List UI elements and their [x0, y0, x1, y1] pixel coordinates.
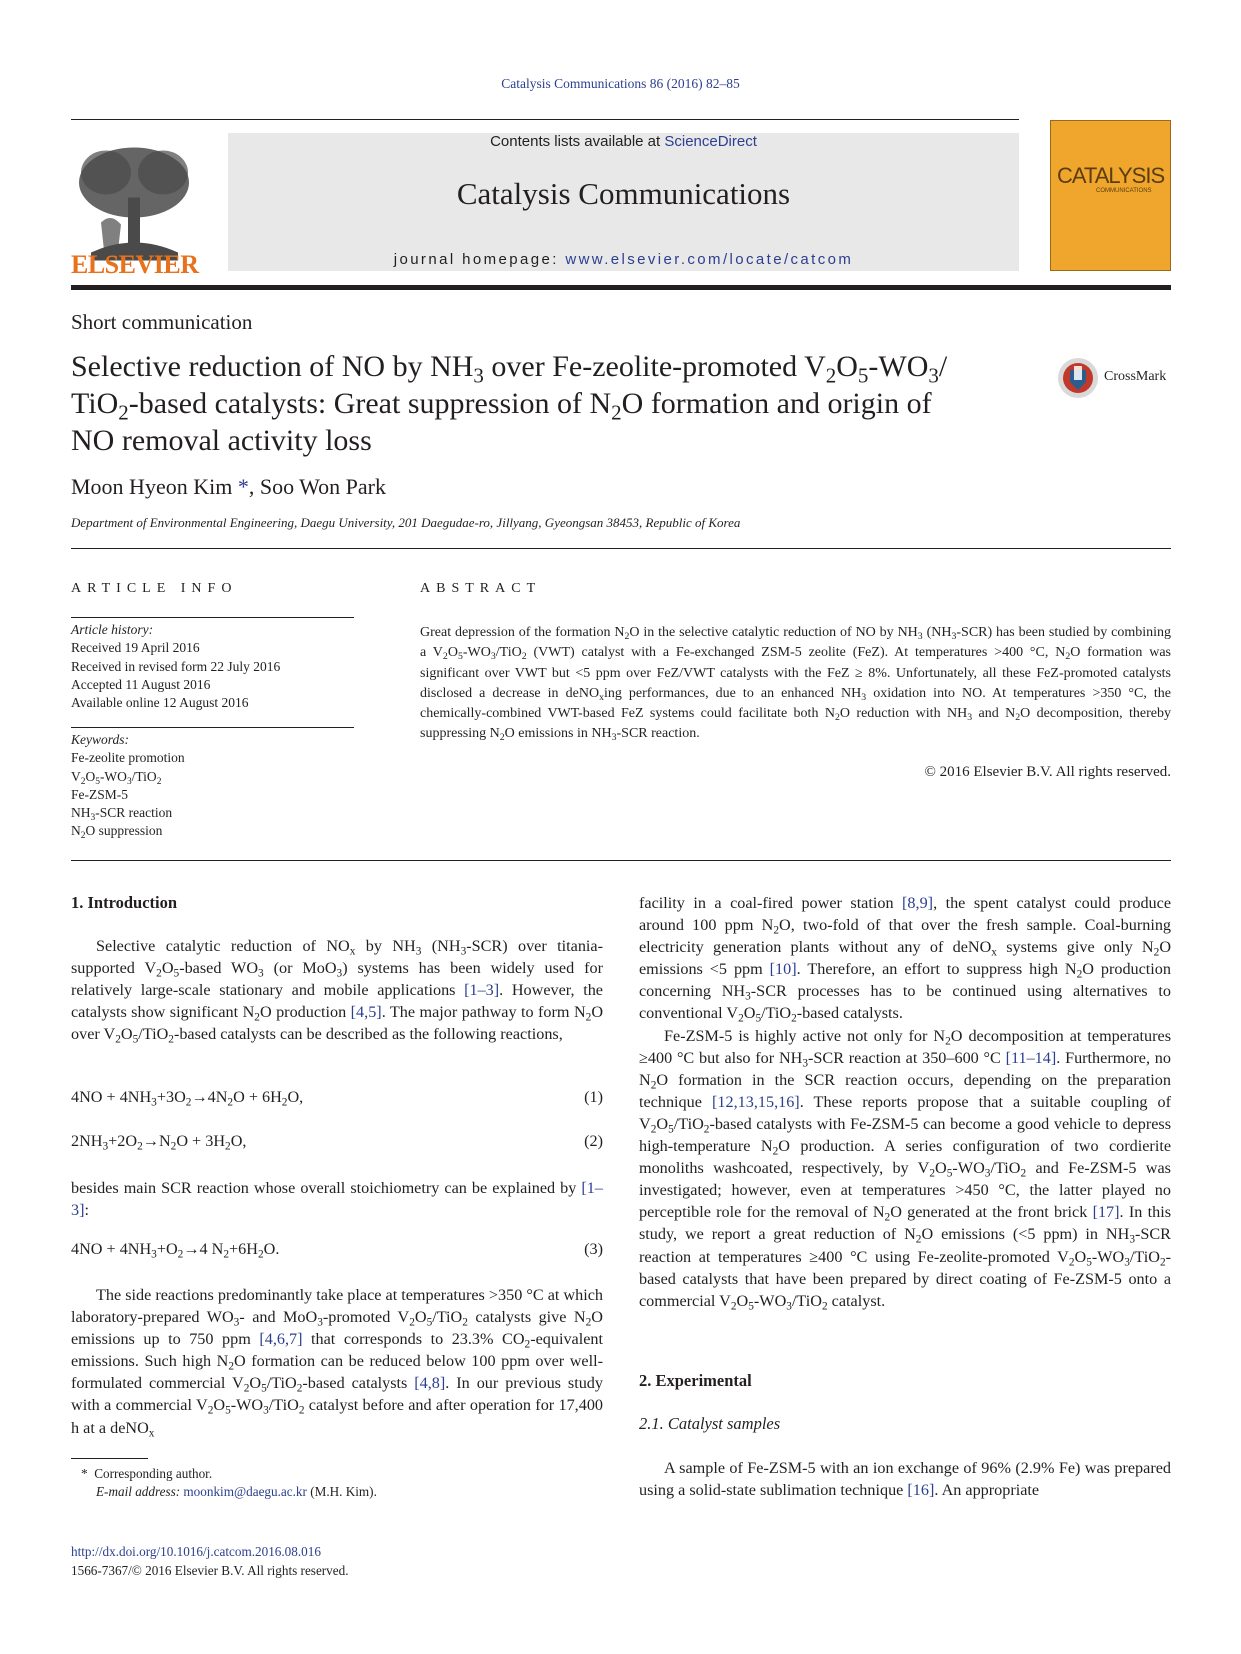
subsection-heading-catalyst-samples: 2.1. Catalyst samples: [639, 1414, 781, 1433]
doi-link[interactable]: http://dx.doi.org/10.1016/j.catcom.2016.08.016: [71, 1544, 321, 1559]
keyword-item: $V_2O_5-WO_3/TiO_2$: [71, 768, 162, 787]
history-item: Available online 12 August 2016: [71, 695, 249, 711]
keywords: [71, 731, 185, 841]
abstract-heading: ABSTRACT: [420, 581, 542, 596]
equation-number: (2): [584, 1132, 603, 1150]
crossmark-label[interactable]: CrossMark: [1104, 369, 1167, 384]
authors: Moon Hyeon Kim *, Soo Won Park: [71, 474, 386, 499]
sciencedirect-link[interactable]: ScienceDirect: [664, 133, 757, 150]
contents-prefix: Contents lists available at: [490, 133, 665, 150]
right-column-text: [639, 892, 1171, 1312]
article-type: Short communication: [71, 310, 253, 334]
elsevier-wordmark: ELSEVIER: [71, 250, 199, 279]
homepage-line: [228, 251, 1019, 268]
author-email-link[interactable]: moonkim@daegu.ac.kr: [183, 1484, 307, 1500]
keyword-item: Fe-zeolite promotion: [71, 750, 185, 766]
divider: [71, 548, 1171, 549]
footnote-divider: [71, 1458, 148, 1459]
paragraph: besides main SCR reaction whose overall stoichiometry can be explained by [1–3]:: [71, 1179, 603, 1220]
doi-block: [71, 1543, 349, 1580]
affiliation: Department of Environmental Engineering, Daegu University, 201 Daegudae-ro, Jillyang, Gyeongsan 38453, Republic of Korea: [71, 515, 741, 530]
header-divider: [71, 285, 1171, 290]
homepage-link[interactable]: www.elsevier.com/locate/catcom: [565, 251, 854, 268]
divider: [71, 860, 1171, 861]
intro-paragraph-2: [71, 1177, 603, 1221]
equation-text: $4NO + 4NH_3+O_2\to 4$ $N_2+6H_2O$.: [71, 1240, 280, 1261]
email-suffix: (M.H. Kim).: [306, 1484, 377, 1500]
equation-text: $4NO + 4NH_3+3O_2\to 4N_2O + 6H_2O$,: [71, 1088, 304, 1109]
cover-subtitle: COMMUNICATIONS: [1096, 188, 1152, 194]
keyword-item: $N_2O$ suppression: [71, 823, 163, 842]
paragraph: A sample of Fe-ZSM-5 with an ion exchange of 96% (2.9% Fe) was prepared using a solid-state sublimation technique [16]. An appropriate: [639, 1459, 1171, 1500]
homepage-prefix: journal homepage:: [393, 251, 566, 268]
equation-number: (3): [584, 1240, 603, 1258]
section-heading-experimental: 2. Experimental: [639, 1371, 752, 1390]
cover-title: CATALYSIS: [1057, 163, 1165, 188]
section-heading-introduction: 1. Introduction: [71, 893, 178, 912]
paragraph: The side reactions predominantly take place at temperatures >350 °C at which laboratory-prepared $WO_3-$ and MoO$_3$-promoted $V_2O_5/TiO_2$ catalysts give $N_2O$ emissions up to 750 ppm [4,6,7] that corresponds to 23.3% $CO_2$-equivalent emissions. Such high $N_2O$ formation can be reduced below 100 ppm over well-formulated commercial $V_2O_5/TiO_2$-based catalysts [4,8]. In our previous study with a commercial $V_2O_5-WO_3/TiO_2$ catalyst before and after operation for 17,400 h at a deNO$_x$: [71, 1286, 604, 1439]
article-history: [71, 621, 280, 712]
equation-text: $2NH_3+2O_2\to N_2O + 3H_2O$,: [71, 1132, 247, 1153]
history-label: Article history:: [71, 622, 154, 637]
keyword-item: Fe-ZSM-5: [71, 786, 128, 802]
divider: [71, 119, 1019, 120]
experimental-paragraph-1: [639, 1457, 1171, 1501]
history-item: Accepted 11 August 2016: [71, 676, 211, 692]
abstract-text: Great depression of the formation $N_2O$ in the selective catalytic reduction of NO by $NH_3$ $(NH_3-SCR)$ has been studied by combining a $V_2O_5-WO_3/TiO_2$ (VWT) catalyst with a Fe-exchanged ZSM-5 zeolite (FeZ). At temperatures >400 °C, $N_2O$ formation was significant over VWT but <5 ppm over FeZ/VWT catalysts with the FeZ ≥ 8%. Unfortunately, all these FeZ-promoted catalysts disclosed a decrease in deNO$_x$ing performances, due to an enhanced $NH_3$ oxidation into NO. At temperatures >350 °C, the chemically-combined VWT-based FeZ systems could facilitate both $N_2O$ reduction with $NH_3$ and $N_2O$ decomposition, thereby suppressing $N_2O$ emissions in $NH_3$-SCR reaction.: [420, 625, 1171, 744]
intro-paragraph-3: [71, 1284, 603, 1439]
intro-paragraph-1: [71, 935, 603, 1045]
email-label: E-mail address:: [96, 1484, 181, 1500]
contents-line: [228, 133, 1019, 150]
history-item: Received in revised form 22 July 2016: [71, 658, 281, 674]
divider: [71, 727, 354, 728]
article-info-heading: ARTICLE INFO: [71, 581, 238, 596]
paragraph: Selective catalytic reduction of $NO_x$ by $NH_3$ $(NH_3-SCR)$ over titania-supported $V_2O_5$-based $WO_3$ (or MoO$_3$) systems has been widely used for relatively large-scale stationary and mobile applications [1–3]. However, the catalysts show significant $N_2O$ production [4,5]. The major pathway to form $N_2O$ over $V_2O_5/TiO_2$-based catalysts can be described as the following reactions,: [71, 937, 604, 1046]
journal-name: Catalysis Communications: [456, 176, 791, 211]
issn-line: 1566-7367/© 2016 Elsevier B.V. All rights reserved.: [71, 1562, 349, 1578]
footnote-label: Corresponding author.: [94, 1466, 213, 1481]
paragraph: facility in a coal-fired power station [8,9], the spent catalyst could produce around 100 ppm $N_2O$, two-fold of that over the fresh sample. Coal-burning electricity generation plants without any of deNO$_x$ systems give only $N_2O$ emissions <5 ppm [10]. Therefore, an effort to suppress high $N_2O$ production concerning $NH_3$-SCR processes has to be continued using alternatives to conventional $V_2O_5/TiO_2$-based catalysts.: [639, 894, 1172, 1025]
paragraph: Fe-ZSM-5 is highly active not only for $N_2O$ decomposition at temperatures ≥400 °C but also for $NH_3$-SCR reaction at 350–600 °C [11–14]. Furthermore, no $N_2O$ formation in the SCR reaction occurs, depending on the preparation technique [12,13,15,16]. These reports propose that a suitable coupling of $V_2O_5/TiO_2$-based catalysts with Fe-ZSM-5 can become a good vehicle to depress high-temperature $N_2O$ production. A series configuration of two cordierite monoliths washcoated, respectively, by $V_2O_5-WO_3/TiO_2$ and Fe-ZSM-5 was investigated; however, even at temperatures >450 °C, the latter played no perceptible role for the removal of $N_2O$ generated at the front brick [17]. In this study, we report a great reduction of $N_2O$ emissions (<5 ppm) in $NH_3$-SCR reaction at temperatures ≥400 °C using Fe-zeolite-promoted $V_2O_5-WO_3/TiO_2$-based catalysts that have been prepared by direct coating of Fe-ZSM-5 onto a commercial $V_2O_5-WO_3/TiO_2$ catalyst.: [639, 1026, 1172, 1313]
footnote-marker: *: [81, 1466, 88, 1481]
article-title: Selective reduction of NO by $NH_3$ over Fe-zeolite-promoted $V_2O_5-WO_3/$ TiO$_2$-based catalysts: Great suppression of $N_2O$ formation and origin of NO removal activity loss: [71, 350, 948, 457]
journal-citation-link[interactable]: Catalysis Communications 86 (2016) 82–85: [501, 76, 740, 91]
crossmark-icon[interactable]: [1057, 357, 1099, 399]
keywords-label: Keywords:: [71, 732, 129, 747]
footnote: [81, 1465, 377, 1502]
divider: [71, 617, 354, 618]
keyword-item: $NH_3$-SCR reaction: [71, 805, 173, 824]
history-item: Received 19 April 2016: [71, 640, 200, 656]
abstract-copyright: © 2016 Elsevier B.V. All rights reserved.: [924, 764, 1171, 780]
equation-number: (1): [584, 1088, 603, 1106]
journal-cover-thumbnail[interactable]: [1050, 120, 1171, 271]
